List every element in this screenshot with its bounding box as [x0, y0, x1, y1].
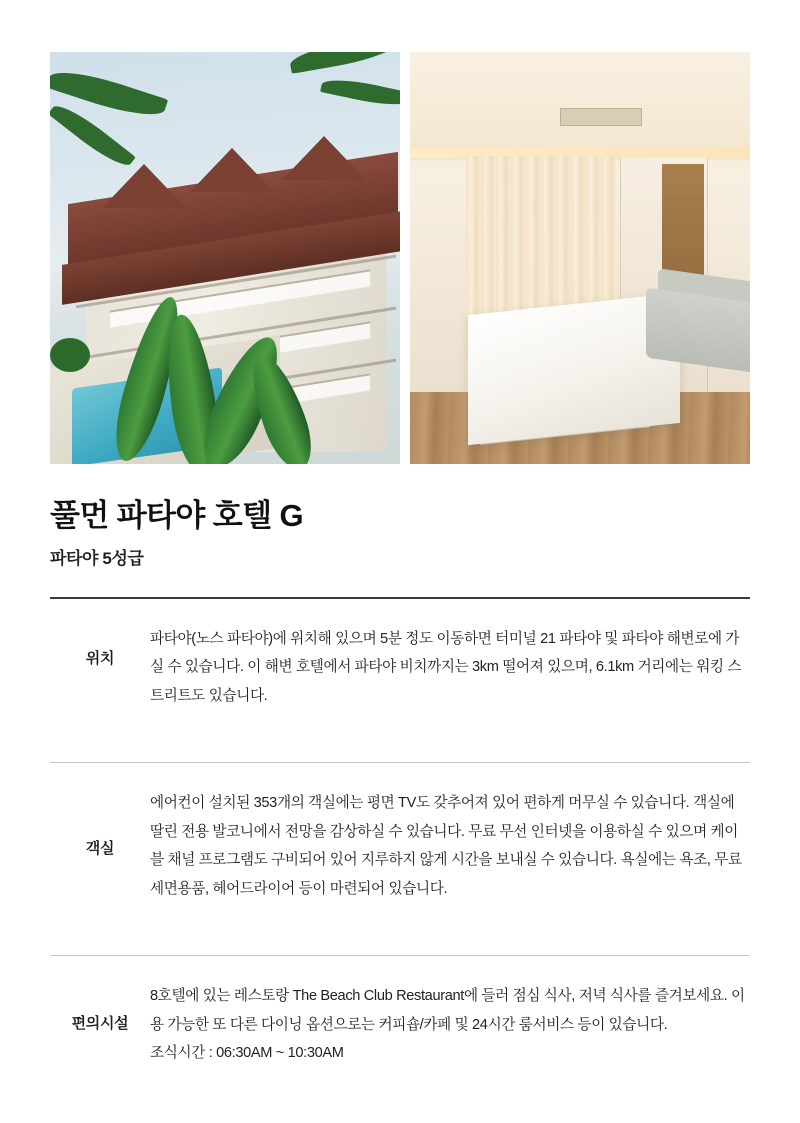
info-body-location: [150, 625, 750, 710]
info-row-facilities: [50, 956, 750, 1091]
info-paragraph: 에어컨이 설치된 353개의 객실에는 평면 TV도 갖추어져 있어 편하게 머무실 수 있습니다. 객실에 딸린 전용 발코니에서 전망을 감상하실 수 있습니다. 무료 무선 인터넷을 이용하실 수 있으며 케이블 채널 프로그램도 구비되어 있어 지루하지 않게 시간을 보내실 수 있습니다. 욕실에는 욕조, 무료 세면용품, 헤어드라이어 등이 마련되어 있습니다.: [150, 795, 742, 897]
info-row-rooms: [50, 763, 750, 927]
hotel-room-photo: [410, 52, 750, 464]
roof-gable-right: [282, 136, 366, 180]
info-body-facilities: [150, 982, 750, 1067]
room-ceiling: [410, 52, 750, 160]
info-label-facilities: 편의시설: [71, 1015, 129, 1033]
info-label-location: 위치: [85, 650, 115, 667]
info-paragraph: 8호텔에 있는 레스토랑 The Beach Club Restaurant에 들러 점심 식사, 저녁 식사를 즐겨보세요. 이용 가능한 또 다른 다이닝 옵션으로는 커피숍/카페 및 24시간 룸서비스 등이 있습니다.: [150, 988, 745, 1033]
title-block: [50, 490, 750, 569]
breakfast-hours: 조식시간 : 06:30AM ~ 10:30AM: [150, 1045, 344, 1062]
roof-gable-left: [102, 164, 186, 208]
photo-gallery: [50, 52, 750, 464]
info-paragraph: 파타야(노스 파타야)에 위치해 있으며 5분 정도 이동하면 터미널 21 파타야 및 파타야 해변로에 가실 수 있습니다. 이 해변 호텔에서 파타야 비치까지는 3km 떨어져 있으며, 6.1km 거리에는 워킹 스트리트도 있습니다.: [150, 631, 742, 704]
page-title: 풀먼 파타야 호텔 G: [50, 498, 303, 533]
info-label-rooms: 객실: [85, 840, 115, 858]
hotel-subtitle: 파타야 5성급: [50, 549, 144, 568]
shrub-2: [50, 338, 90, 372]
wall-art: [560, 108, 642, 126]
info-body-rooms: [150, 789, 750, 903]
roof-gable-center: [190, 148, 274, 192]
hotel-exterior-photo: [50, 52, 400, 464]
info-row-location: [50, 599, 750, 734]
